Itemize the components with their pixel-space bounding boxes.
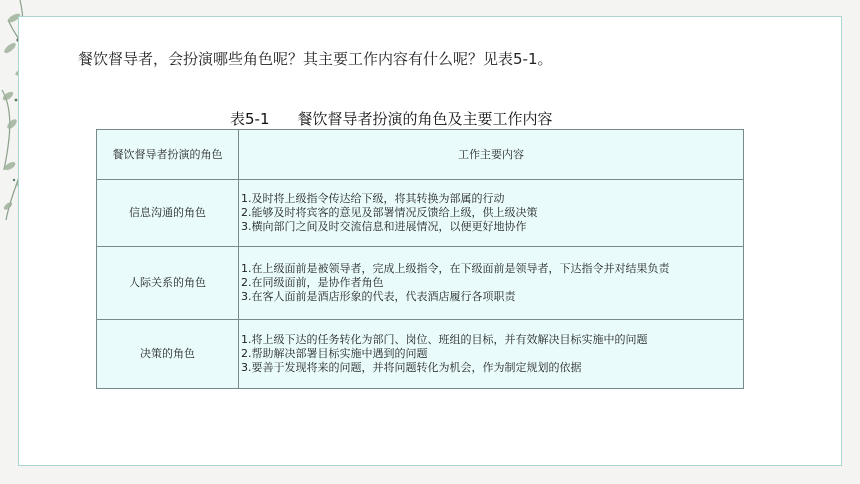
- content-line: 3.在客人面前是酒店形象的代表，代表酒店履行各项职责: [241, 290, 516, 303]
- content-line: 1.及时将上级指令传达给下级，将其转换为部属的行动: [241, 192, 505, 205]
- role-cell: 决策的角色: [97, 320, 239, 389]
- roles-table: [96, 129, 744, 389]
- content-line: 1.将上级下达的任务转化为部门、岗位、班组的目标，并有效解决目标实施中的问题: [241, 333, 648, 346]
- table-row: [97, 247, 744, 320]
- header-role: 餐饮督导者扮演的角色: [97, 130, 239, 180]
- intro-paragraph: 餐饮督导者，会扮演哪些角色呢？其主要工作内容有什么呢？见表5-1。: [78, 50, 553, 68]
- table-caption: [230, 108, 553, 129]
- role-cell: 人际关系的角色: [97, 247, 239, 320]
- content-cell: [239, 247, 744, 320]
- content-line: 2.帮助解决部署目标实施中遇到的问题: [241, 347, 428, 360]
- content-line: 2.在同级面前，是协作者角色: [241, 276, 384, 289]
- content-line: 3.要善于发现将来的问题，并将问题转化为机会，作为制定规划的依据: [241, 361, 582, 374]
- table-row: [97, 320, 744, 389]
- table-header-row: [97, 130, 744, 180]
- content-cell: [239, 180, 744, 247]
- content-cell: [239, 320, 744, 389]
- table-caption-title: 餐饮督导者扮演的角色及主要工作内容: [297, 110, 553, 128]
- header-content: 工作主要内容: [239, 130, 744, 180]
- content-line: 3.横向部门之间及时交流信息和进展情况，以便更好地协作: [241, 220, 527, 233]
- content-line: 2.能够及时将宾客的意见及部署情况反馈给上级，供上级决策: [241, 206, 538, 219]
- table-caption-number: 表5-1: [230, 110, 270, 128]
- table-row: [97, 180, 744, 247]
- role-cell: 信息沟通的角色: [97, 180, 239, 247]
- content-line: 1.在上级面前是被领导者，完成上级指令，在下级面前是领导者，下达指令并对结果负责: [241, 262, 670, 275]
